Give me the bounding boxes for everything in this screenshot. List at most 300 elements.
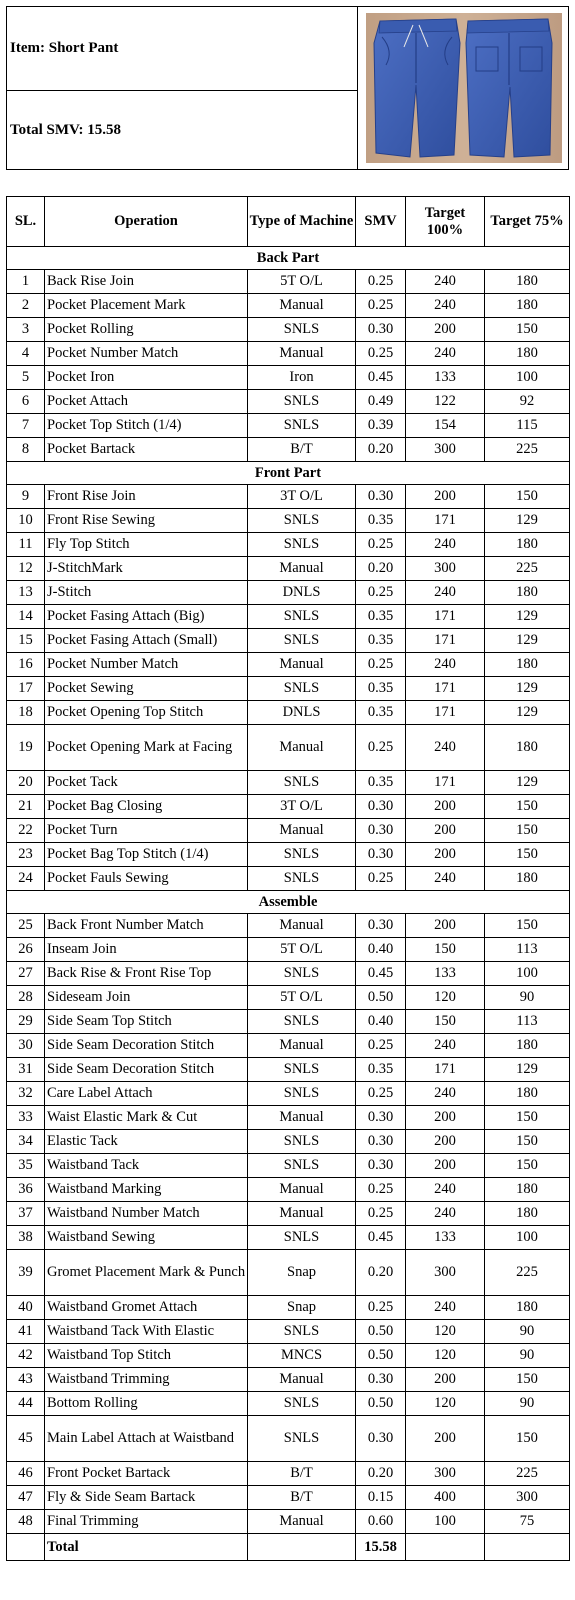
cell-smv: 0.25 <box>356 1034 406 1058</box>
cell-smv: 0.15 <box>356 1486 406 1510</box>
table-row <box>7 1154 570 1178</box>
cell-target-75: 180 <box>485 1296 570 1320</box>
cell-operation: Gromet Placement Mark & Punch <box>45 1250 248 1296</box>
cell-smv: 0.30 <box>356 1106 406 1130</box>
cell-operation: Front Pocket Bartack <box>45 1462 248 1486</box>
cell-operation: Pocket Bag Closing <box>45 795 248 819</box>
section-title: Assemble <box>7 891 570 914</box>
cell-machine: Iron <box>248 366 356 390</box>
cell-target-100: 171 <box>406 629 485 653</box>
cell-smv: 0.30 <box>356 843 406 867</box>
total-machine-cell <box>248 1534 356 1561</box>
cell-target-100: 200 <box>406 819 485 843</box>
cell-smv: 0.50 <box>356 1392 406 1416</box>
cell-target-100: 171 <box>406 509 485 533</box>
cell-sl: 39 <box>7 1250 45 1296</box>
cell-target-100: 300 <box>406 438 485 462</box>
cell-operation: Side Seam Decoration Stitch <box>45 1034 248 1058</box>
cell-sl: 31 <box>7 1058 45 1082</box>
cell-target-75: 150 <box>485 1368 570 1392</box>
cell-sl: 2 <box>7 294 45 318</box>
cell-smv: 0.30 <box>356 318 406 342</box>
cell-machine: Manual <box>248 725 356 771</box>
cell-target-100: 240 <box>406 342 485 366</box>
cell-target-100: 240 <box>406 270 485 294</box>
cell-smv: 0.50 <box>356 1344 406 1368</box>
cell-machine: Manual <box>248 342 356 366</box>
cell-operation: Back Rise Join <box>45 270 248 294</box>
cell-operation: Waistband Sewing <box>45 1226 248 1250</box>
table-row <box>7 677 570 701</box>
cell-target-75: 180 <box>485 725 570 771</box>
cell-smv: 0.35 <box>356 771 406 795</box>
cell-machine: SNLS <box>248 962 356 986</box>
cell-machine: SNLS <box>248 414 356 438</box>
cell-operation: Pocket Iron <box>45 366 248 390</box>
table-row <box>7 294 570 318</box>
cell-sl: 35 <box>7 1154 45 1178</box>
cell-operation: Pocket Sewing <box>45 677 248 701</box>
cell-target-75: 150 <box>485 1130 570 1154</box>
section-header-row <box>7 247 570 270</box>
cell-operation: Care Label Attach <box>45 1082 248 1106</box>
cell-target-100: 200 <box>406 318 485 342</box>
table-row <box>7 1010 570 1034</box>
cell-target-75: 150 <box>485 795 570 819</box>
cell-machine: SNLS <box>248 1320 356 1344</box>
cell-smv: 0.49 <box>356 390 406 414</box>
cell-target-75: 150 <box>485 1416 570 1462</box>
cell-machine: 5T O/L <box>248 270 356 294</box>
cell-sl: 42 <box>7 1344 45 1368</box>
table-row <box>7 986 570 1010</box>
table-row <box>7 725 570 771</box>
cell-target-75: 100 <box>485 366 570 390</box>
cell-machine: SNLS <box>248 1130 356 1154</box>
cell-target-75: 129 <box>485 605 570 629</box>
total-row <box>7 1534 570 1561</box>
cell-smv: 0.25 <box>356 1082 406 1106</box>
table-row <box>7 533 570 557</box>
cell-operation: Pocket Attach <box>45 390 248 414</box>
cell-smv: 0.30 <box>356 819 406 843</box>
cell-target-100: 154 <box>406 414 485 438</box>
cell-smv: 0.25 <box>356 1202 406 1226</box>
cell-sl: 14 <box>7 605 45 629</box>
table-row <box>7 962 570 986</box>
total-label: Total <box>45 1534 248 1561</box>
cell-machine: Manual <box>248 1106 356 1130</box>
cell-sl: 37 <box>7 1202 45 1226</box>
cell-target-100: 171 <box>406 701 485 725</box>
cell-target-100: 240 <box>406 653 485 677</box>
cell-target-75: 180 <box>485 867 570 891</box>
cell-operation: Inseam Join <box>45 938 248 962</box>
cell-target-75: 129 <box>485 1058 570 1082</box>
cell-machine: Snap <box>248 1296 356 1320</box>
cell-operation: Back Front Number Match <box>45 914 248 938</box>
total-smv: 15.58 <box>356 1534 406 1561</box>
cell-operation: Waistband Top Stitch <box>45 1344 248 1368</box>
table-row <box>7 1058 570 1082</box>
cell-operation: Pocket Bartack <box>45 438 248 462</box>
cell-operation: J-StitchMark <box>45 557 248 581</box>
cell-target-100: 200 <box>406 485 485 509</box>
cell-smv: 0.30 <box>356 795 406 819</box>
cell-target-75: 150 <box>485 914 570 938</box>
cell-machine: SNLS <box>248 1010 356 1034</box>
cell-operation: Waist Elastic Mark & Cut <box>45 1106 248 1130</box>
table-row <box>7 509 570 533</box>
cell-operation: Waistband Number Match <box>45 1202 248 1226</box>
section-title: Front Part <box>7 462 570 485</box>
cell-target-75: 225 <box>485 1250 570 1296</box>
cell-sl: 26 <box>7 938 45 962</box>
cell-operation: Waistband Tack <box>45 1154 248 1178</box>
cell-machine: B/T <box>248 1462 356 1486</box>
cell-smv: 0.20 <box>356 1250 406 1296</box>
cell-machine: Manual <box>248 653 356 677</box>
cell-sl: 18 <box>7 701 45 725</box>
cell-sl: 20 <box>7 771 45 795</box>
cell-operation: Fly & Side Seam Bartack <box>45 1486 248 1510</box>
cell-machine: Manual <box>248 294 356 318</box>
col-header-operation: Operation <box>45 197 248 247</box>
table-row <box>7 1250 570 1296</box>
cell-smv: 0.25 <box>356 294 406 318</box>
table-row <box>7 366 570 390</box>
cell-machine: SNLS <box>248 1392 356 1416</box>
cell-smv: 0.30 <box>356 485 406 509</box>
cell-target-75: 90 <box>485 1320 570 1344</box>
cell-target-100: 150 <box>406 938 485 962</box>
cell-target-75: 180 <box>485 1034 570 1058</box>
cell-machine: Manual <box>248 1368 356 1392</box>
cell-smv: 0.25 <box>356 533 406 557</box>
cell-target-75: 180 <box>485 1082 570 1106</box>
cell-target-75: 225 <box>485 557 570 581</box>
cell-machine: Manual <box>248 557 356 581</box>
cell-target-100: 240 <box>406 1202 485 1226</box>
total-target-100-cell <box>406 1534 485 1561</box>
cell-operation: Main Label Attach at Waistband <box>45 1416 248 1462</box>
section-header-row <box>7 462 570 485</box>
cell-operation: Pocket Turn <box>45 819 248 843</box>
table-row <box>7 1130 570 1154</box>
cell-sl: 33 <box>7 1106 45 1130</box>
cell-operation: Waistband Gromet Attach <box>45 1296 248 1320</box>
cell-target-75: 129 <box>485 771 570 795</box>
cell-sl: 3 <box>7 318 45 342</box>
cell-operation: Front Rise Join <box>45 485 248 509</box>
table-row <box>7 1486 570 1510</box>
col-header-target-100: Target 100% <box>406 197 485 247</box>
table-row <box>7 1226 570 1250</box>
total-target-75-cell <box>485 1534 570 1561</box>
cell-smv: 0.35 <box>356 509 406 533</box>
table-row <box>7 390 570 414</box>
cell-target-100: 100 <box>406 1510 485 1534</box>
item-label: Item: Short Pant <box>7 7 357 91</box>
cell-target-100: 200 <box>406 795 485 819</box>
cell-target-100: 120 <box>406 986 485 1010</box>
cell-sl: 29 <box>7 1010 45 1034</box>
section-title: Back Part <box>7 247 570 270</box>
cell-target-100: 200 <box>406 1106 485 1130</box>
cell-operation: Pocket Fasing Attach (Big) <box>45 605 248 629</box>
cell-target-75: 75 <box>485 1510 570 1534</box>
cell-target-75: 180 <box>485 533 570 557</box>
cell-operation: Side Seam Decoration Stitch <box>45 1058 248 1082</box>
cell-sl: 44 <box>7 1392 45 1416</box>
cell-target-100: 171 <box>406 677 485 701</box>
cell-operation: Final Trimming <box>45 1510 248 1534</box>
cell-sl: 10 <box>7 509 45 533</box>
cell-sl: 21 <box>7 795 45 819</box>
table-row <box>7 1344 570 1368</box>
cell-sl: 40 <box>7 1296 45 1320</box>
cell-sl: 28 <box>7 986 45 1010</box>
cell-sl: 43 <box>7 1368 45 1392</box>
cell-machine: SNLS <box>248 677 356 701</box>
cell-machine: SNLS <box>248 843 356 867</box>
cell-operation: Pocket Number Match <box>45 342 248 366</box>
short-pant-image <box>358 7 568 169</box>
cell-smv: 0.35 <box>356 605 406 629</box>
cell-smv: 0.30 <box>356 1416 406 1462</box>
cell-sl: 45 <box>7 1416 45 1462</box>
cell-target-100: 120 <box>406 1344 485 1368</box>
cell-operation: Pocket Tack <box>45 771 248 795</box>
table-row <box>7 771 570 795</box>
cell-sl: 48 <box>7 1510 45 1534</box>
cell-smv: 0.40 <box>356 938 406 962</box>
cell-target-75: 113 <box>485 1010 570 1034</box>
cell-target-100: 300 <box>406 1250 485 1296</box>
cell-target-75: 150 <box>485 485 570 509</box>
cell-target-75: 300 <box>485 1486 570 1510</box>
cell-smv: 0.35 <box>356 677 406 701</box>
cell-target-100: 240 <box>406 533 485 557</box>
col-header-machine: Type of Machine <box>248 197 356 247</box>
cell-smv: 0.25 <box>356 342 406 366</box>
operation-breakdown-table <box>6 196 570 1561</box>
cell-smv: 0.30 <box>356 1154 406 1178</box>
cell-target-75: 90 <box>485 1344 570 1368</box>
cell-sl: 4 <box>7 342 45 366</box>
cell-sl: 17 <box>7 677 45 701</box>
cell-target-100: 200 <box>406 1130 485 1154</box>
cell-target-100: 122 <box>406 390 485 414</box>
table-row <box>7 605 570 629</box>
cell-target-75: 129 <box>485 701 570 725</box>
cell-target-100: 300 <box>406 557 485 581</box>
table-row <box>7 1202 570 1226</box>
cell-smv: 0.30 <box>356 914 406 938</box>
cell-operation: Sideseam Join <box>45 986 248 1010</box>
table-row <box>7 342 570 366</box>
cell-smv: 0.50 <box>356 1320 406 1344</box>
cell-sl: 5 <box>7 366 45 390</box>
total-sl-cell <box>7 1534 45 1561</box>
cell-machine: Manual <box>248 1178 356 1202</box>
cell-target-75: 180 <box>485 1178 570 1202</box>
cell-target-75: 180 <box>485 294 570 318</box>
cell-sl: 41 <box>7 1320 45 1344</box>
cell-sl: 36 <box>7 1178 45 1202</box>
cell-machine: SNLS <box>248 390 356 414</box>
cell-operation: Pocket Fauls Sewing <box>45 867 248 891</box>
cell-machine: SNLS <box>248 605 356 629</box>
cell-machine: SNLS <box>248 1226 356 1250</box>
cell-machine: Manual <box>248 914 356 938</box>
cell-target-75: 100 <box>485 1226 570 1250</box>
cell-machine: Manual <box>248 1510 356 1534</box>
cell-target-75: 180 <box>485 581 570 605</box>
cell-smv: 0.25 <box>356 270 406 294</box>
cell-operation: Front Rise Sewing <box>45 509 248 533</box>
table-row <box>7 819 570 843</box>
cell-sl: 1 <box>7 270 45 294</box>
cell-machine: SNLS <box>248 629 356 653</box>
cell-machine: B/T <box>248 1486 356 1510</box>
table-header-row <box>7 197 570 247</box>
cell-operation: Pocket Fasing Attach (Small) <box>45 629 248 653</box>
cell-smv: 0.45 <box>356 962 406 986</box>
cell-sl: 13 <box>7 581 45 605</box>
cell-target-75: 129 <box>485 509 570 533</box>
table-row <box>7 1178 570 1202</box>
cell-target-75: 129 <box>485 629 570 653</box>
cell-smv: 0.50 <box>356 986 406 1010</box>
cell-operation: Side Seam Top Stitch <box>45 1010 248 1034</box>
cell-target-100: 240 <box>406 581 485 605</box>
cell-target-100: 240 <box>406 1178 485 1202</box>
cell-smv: 0.45 <box>356 1226 406 1250</box>
cell-smv: 0.40 <box>356 1010 406 1034</box>
cell-target-75: 100 <box>485 962 570 986</box>
cell-smv: 0.25 <box>356 725 406 771</box>
table-row <box>7 1368 570 1392</box>
table-row <box>7 1462 570 1486</box>
header-block <box>6 6 569 170</box>
cell-sl: 8 <box>7 438 45 462</box>
cell-target-75: 92 <box>485 390 570 414</box>
cell-operation: Pocket Opening Mark at Facing <box>45 725 248 771</box>
table-body <box>7 247 570 1561</box>
header-info <box>7 7 357 169</box>
cell-target-75: 90 <box>485 986 570 1010</box>
cell-machine: SNLS <box>248 533 356 557</box>
cell-machine: 5T O/L <box>248 938 356 962</box>
cell-smv: 0.25 <box>356 1178 406 1202</box>
table-row <box>7 1296 570 1320</box>
cell-target-100: 240 <box>406 1034 485 1058</box>
cell-machine: Manual <box>248 1202 356 1226</box>
table-row <box>7 701 570 725</box>
cell-target-100: 120 <box>406 1320 485 1344</box>
cell-operation: Bottom Rolling <box>45 1392 248 1416</box>
cell-target-75: 150 <box>485 843 570 867</box>
cell-sl: 12 <box>7 557 45 581</box>
table-row <box>7 485 570 509</box>
table-row <box>7 1106 570 1130</box>
cell-target-100: 133 <box>406 366 485 390</box>
cell-target-100: 200 <box>406 1416 485 1462</box>
cell-target-100: 150 <box>406 1010 485 1034</box>
cell-target-75: 225 <box>485 1462 570 1486</box>
table-row <box>7 1510 570 1534</box>
cell-target-75: 150 <box>485 318 570 342</box>
cell-smv: 0.60 <box>356 1510 406 1534</box>
table-row <box>7 557 570 581</box>
cell-machine: DNLS <box>248 581 356 605</box>
table-row <box>7 843 570 867</box>
cell-target-100: 133 <box>406 1226 485 1250</box>
cell-sl: 16 <box>7 653 45 677</box>
cell-target-75: 150 <box>485 1154 570 1178</box>
cell-machine: Manual <box>248 1034 356 1058</box>
cell-target-100: 300 <box>406 1462 485 1486</box>
cell-operation: Waistband Trimming <box>45 1368 248 1392</box>
cell-sl: 23 <box>7 843 45 867</box>
cell-sl: 46 <box>7 1462 45 1486</box>
table-row <box>7 914 570 938</box>
cell-machine: SNLS <box>248 867 356 891</box>
cell-operation: Elastic Tack <box>45 1130 248 1154</box>
table-row <box>7 270 570 294</box>
cell-target-100: 400 <box>406 1486 485 1510</box>
cell-target-100: 240 <box>406 294 485 318</box>
cell-machine: SNLS <box>248 1058 356 1082</box>
cell-target-75: 115 <box>485 414 570 438</box>
table-row <box>7 581 570 605</box>
cell-target-100: 200 <box>406 1368 485 1392</box>
cell-target-100: 240 <box>406 725 485 771</box>
cell-machine: SNLS <box>248 509 356 533</box>
cell-machine: DNLS <box>248 701 356 725</box>
cell-operation: Pocket Placement Mark <box>45 294 248 318</box>
product-photo <box>357 7 568 169</box>
cell-operation: Pocket Bag Top Stitch (1/4) <box>45 843 248 867</box>
cell-operation: Waistband Marking <box>45 1178 248 1202</box>
cell-sl: 32 <box>7 1082 45 1106</box>
cell-sl: 38 <box>7 1226 45 1250</box>
col-header-target-75: Target 75% <box>485 197 570 247</box>
cell-sl: 47 <box>7 1486 45 1510</box>
cell-target-75: 180 <box>485 342 570 366</box>
cell-machine: SNLS <box>248 1082 356 1106</box>
table-row <box>7 867 570 891</box>
cell-target-75: 180 <box>485 1202 570 1226</box>
col-header-sl: SL. <box>7 197 45 247</box>
cell-smv: 0.25 <box>356 653 406 677</box>
cell-smv: 0.20 <box>356 438 406 462</box>
table-row <box>7 1416 570 1462</box>
table-row <box>7 1034 570 1058</box>
cell-operation: Waistband Tack With Elastic <box>45 1320 248 1344</box>
cell-target-75: 150 <box>485 1106 570 1130</box>
cell-target-75: 113 <box>485 938 570 962</box>
cell-target-100: 200 <box>406 914 485 938</box>
cell-target-100: 171 <box>406 1058 485 1082</box>
cell-smv: 0.25 <box>356 581 406 605</box>
cell-operation: Pocket Top Stitch (1/4) <box>45 414 248 438</box>
cell-machine: B/T <box>248 438 356 462</box>
table-row <box>7 1320 570 1344</box>
cell-operation: Fly Top Stitch <box>45 533 248 557</box>
cell-target-75: 90 <box>485 1392 570 1416</box>
